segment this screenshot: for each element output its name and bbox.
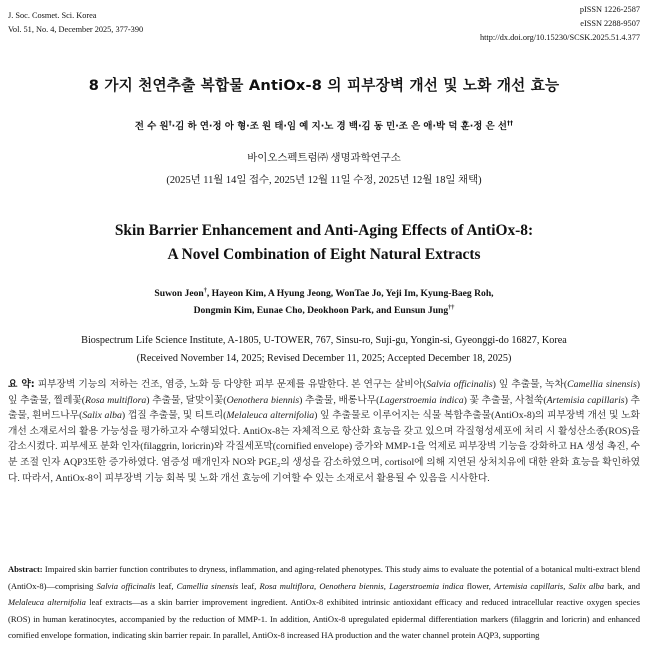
korean-authors xyxy=(0,118,648,132)
korean-abstract-text: ) 껍질 추출물, 및 티트리( xyxy=(121,410,227,422)
english-abstract-text: leaf, xyxy=(155,580,177,591)
english-abstract-text: leaf, xyxy=(238,580,260,591)
dagger-mark: † xyxy=(168,119,172,127)
english-abstract-text: leaf extracts—as a skin barrier improvement ingredient. AntiOx-8 exhibited intrinsic antioxidant efficacy and reduced intracellular reactive oxygen species (ROS) in human keratinocytes, accompanied by the reduction of MMP-1. In addition, AntiOx-8 upregulated epidermal differentiation markers (filaggrin and loricrin) and enhanced cornified envelope formation, indicating skin barrier repair. In parallel, AntiOx-8 increased HA production and the water channel protein AQP3, supporting xyxy=(8,597,640,640)
korean-abstract-species-name: Oenothera biennis xyxy=(226,394,300,406)
english-dates: (Received November 14, 2025; Revised December 11, 2025; Accepted December 18, 2025) xyxy=(136,352,512,364)
english-abstract-text: bark, and xyxy=(604,580,641,591)
korean-abstract-species-name: Camellia sinensis xyxy=(567,379,637,390)
doi-link[interactable]: http://dx.doi.org/10.15230/SCSK.2025.51.4.377 xyxy=(479,33,640,42)
korean-abstract-text: ) 추출물, 배롱나무( xyxy=(299,394,380,406)
journal-header xyxy=(8,3,640,47)
english-title-line-2: A Novel Combination of Eight Natural Extracts xyxy=(167,246,481,263)
english-abstract-species-name: Oenothera biennis xyxy=(319,580,384,591)
dagger-mark: † xyxy=(203,286,207,294)
first-author-en: Suwon Jeon xyxy=(154,288,204,299)
english-affiliation-block xyxy=(0,332,648,367)
journal-volume: Vol. 51, No. 4, December 2025, 377-390 xyxy=(8,25,144,34)
coauthors-ko: ·김 하 연·정 아 형·조 원 태·임 예 지·노 경 백·김 동 민·조 은 애·박 덕 훈·정 은 선 xyxy=(171,121,507,132)
english-abstract xyxy=(8,561,640,644)
journal-identifiers xyxy=(480,3,640,45)
english-abstract-species-name: Salvia officinalis xyxy=(96,580,156,591)
korean-abstract-species-name: Salix alba xyxy=(82,410,122,422)
english-authors-line-2 xyxy=(0,303,648,320)
korean-abstract-species-name: Salvia officinalis xyxy=(426,379,493,390)
english-abstract-species-name: Camellia sinensis xyxy=(176,580,239,591)
korean-abstract-text: ) 잎 추출물, 찔레꽃( xyxy=(8,379,640,406)
korean-abstract-text: ) 꽃 추출물, 사철쑥( xyxy=(463,394,547,406)
korean-abstract-text: ) 추출물, 달맞이꽃( xyxy=(146,394,227,406)
english-abstract-label: Abstract: xyxy=(8,564,43,574)
korean-abstract-species-name: Rosa multiflora xyxy=(85,394,147,406)
korean-abstract-species-name: Melaleuca alternifolia xyxy=(226,410,315,422)
korean-abstract xyxy=(8,377,640,486)
english-abstract-text: Impaired skin barrier function contributes to dryness, inflammation, and aging-related phenotypes. This study aims to evaluate the potential of a botanical multi-extract blend (AntiOx-8)—comprising xyxy=(8,564,640,591)
english-title-line-1: Skin Barrier Enhancement and Anti-Aging Effects of AntiOx-8: xyxy=(114,222,534,239)
journal-name: J. Soc. Cosmet. Sci. Korea xyxy=(8,11,97,20)
corresponding-author-ko: 전 수 원 xyxy=(134,121,169,132)
english-abstract-text: , xyxy=(314,580,320,591)
coauthors-en-1: , Hayeon Kim, A Hyung Jeong, WonTae Jo, Yeji Im, Kyung-Baeg Roh, xyxy=(206,288,494,299)
english-authors-line-1 xyxy=(0,286,648,303)
english-abstract-species-name: Melaleuca alternifolia xyxy=(8,597,86,607)
korean-abstract-text: ) 잎 추출물, 녹차( xyxy=(492,379,568,390)
english-abstract-species-name: Artemisia capillaris xyxy=(494,580,564,591)
english-title xyxy=(0,219,648,267)
double-dagger-mark: †† xyxy=(448,303,455,311)
korean-abstract-text: 피부장벽 기능의 저하는 건조, 염증, 노화 등 다양한 피부 문제를 유발한다. 본 연구는 살비아( xyxy=(37,379,427,390)
korean-abstract-species-name: Artemisia capillaris xyxy=(546,394,625,406)
korean-title: 8 가지 천연추출 복합물 AntiOx-8 의 피부장벽 개선 및 노화 개선 효능 xyxy=(88,77,560,94)
korean-abstract-text: ) 추출물, 흰버드나무( xyxy=(8,394,640,422)
pissn: pISSN 1226-2587 xyxy=(579,5,640,14)
english-abstract-species-name: Rosa multiflora xyxy=(259,580,315,591)
journal-citation xyxy=(8,9,143,37)
english-abstract-text: , xyxy=(563,580,569,591)
english-authors xyxy=(0,286,648,319)
korean-abstract-text: ) 잎 추출물로 이루어지는 식물 복합추출물(AntiOx-8)의 피부장벽 개선 및 노화 개선 소재로서의 활용 가능성을 평가하고자 수행되었다. AntiOx-8는 자체적으로 항산화 효능을 갖고 있으며 각질형성세포에 처리 시 활성산소종(ROS)을 감소시켰다. 피부세포 분화 인자(filaggrin, loricrin)와 각질세포막(cornified envelope) 증가와 MMP-1을 억제로 피부장벽 기능을 강화하고 HA 생성 촉진, 수분 조절 인자 AQP3또한 증가하였다. 염증성 매개인자 NO와 PGE₂의 생성을 감소하였으며, cortisol에 의해 지연된 상처치유에 대한 완화 효능을 확인하였다. 따라서, AntiOx-8이 피부장벽 기능 회복 및 노화 개선 효능에 기여할 수 있는 소재로서 활용될 수 있음을 시사한다. xyxy=(8,410,640,484)
english-affiliation: Biospectrum Life Science Institute, A-1805, U-TOWER, 767, Sinsu-ro, Suji-gu, Yongin-si, Gyeonggi-do 16827, Korea xyxy=(81,335,567,346)
eissn: eISSN 2288-9507 xyxy=(580,19,640,28)
coauthors-en-2: Dongmin Kim, Eunae Cho, Deokhoon Park, and Eunsun Jung xyxy=(193,304,449,316)
english-abstract-species-name: Salix alba xyxy=(568,580,605,591)
korean-abstract-species-name: Lagerstroemia indica xyxy=(379,394,464,406)
english-abstract-text: , xyxy=(383,580,390,591)
english-abstract-text: flower, xyxy=(463,580,495,591)
korean-affiliation: 바이오스펙트럼㈜ 생명과학연구소 xyxy=(247,153,401,164)
english-abstract-species-name: Lagerstroemia indica xyxy=(389,580,464,591)
korean-dates: (2025년 11월 14일 접수, 2025년 12월 11일 수정, 2025년 12월 18일 채택) xyxy=(166,175,482,186)
korean-abstract-label: 요 약: xyxy=(8,379,35,390)
double-dagger-mark: †† xyxy=(506,119,514,127)
